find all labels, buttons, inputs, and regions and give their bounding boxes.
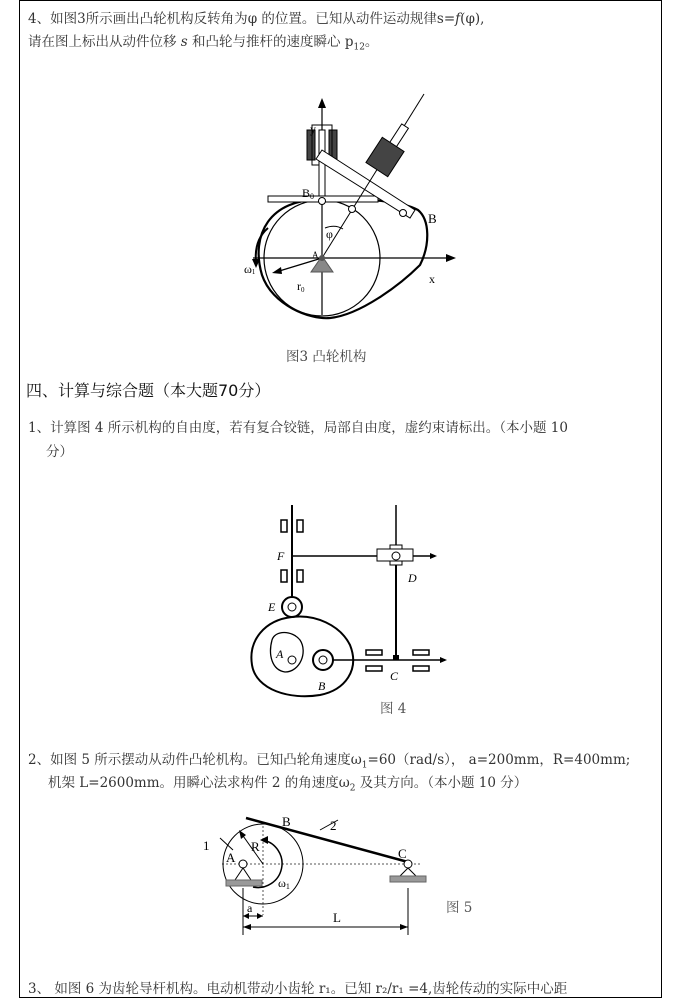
label-a: A: [226, 850, 236, 865]
p2-text: 机架 L=2600mm。用瞬心法求构件 2 的角速度ω: [48, 775, 350, 791]
figure-4-mechanism: [240, 500, 460, 700]
label-y: y: [310, 122, 316, 136]
q4-text: 4、如图3所示画出凸轮机构反转角为: [28, 11, 248, 27]
label-b: B: [318, 679, 326, 693]
figure-5-oscillating-follower: [190, 808, 490, 943]
omega2-subscript: 2: [349, 783, 356, 794]
p2-text: =60（rad/s）， a=200mm，R=400mm;: [367, 752, 631, 768]
q4-text: (φ),: [460, 11, 485, 27]
q4-text: 。: [364, 34, 379, 50]
p2-line2: [48, 771, 527, 794]
p1-line1: 1、计算图 4 所示机构的自由度，若有复合铰链，局部自由度，虚约束请标出。（本小题 10: [28, 420, 568, 436]
label-f: F: [277, 549, 285, 563]
p1-line2: 分）: [46, 444, 73, 460]
label-r: R: [251, 839, 260, 854]
q4-line1: [28, 7, 484, 27]
figure-3-cam-mechanism: [230, 85, 470, 320]
label-x: x: [429, 272, 435, 286]
q4-line2: [28, 30, 378, 53]
p3-line1: 3、 如图 6 为齿轮导杆机构。电动机带动小齿轮 r₁。已知 r₂/r₁ =4,齿轮传动的实际中心距: [28, 981, 568, 997]
q4-text: 和凸轮与推杆的速度瞬心 p: [187, 34, 354, 50]
label-a: A: [312, 250, 319, 260]
label-a: A: [276, 647, 284, 661]
p2-text: 及其方向。（本小题 10 分）: [355, 775, 528, 791]
label-b: B: [428, 211, 437, 226]
label-omega1: ω1: [244, 262, 256, 276]
label-omega1: ω1: [278, 876, 290, 891]
label-c: C: [390, 669, 399, 683]
p-subscript: 12: [353, 42, 365, 53]
label-c: C: [398, 846, 407, 861]
p2-line1: [28, 748, 630, 771]
label-phi: φ: [326, 227, 333, 241]
label-b: B: [282, 814, 291, 829]
label-2: 2: [330, 818, 337, 833]
section-heading: 四、计算与综合题（本大题70分）: [26, 381, 271, 400]
label-a-dim: a: [247, 901, 253, 915]
figure-3-caption: 图3 凸轮机构: [286, 349, 367, 365]
phi-symbol: φ: [247, 11, 258, 27]
q4-text: 的位置。已知从动件运动规律s=: [257, 11, 456, 27]
figure-4-caption: 图 4: [380, 701, 407, 717]
label-e: E: [268, 600, 276, 614]
label-l: L: [333, 910, 341, 925]
q4-text: 请在图上标出从动件位移: [28, 34, 177, 50]
omega1-subscript: 1: [361, 760, 368, 771]
p2-text: 2、如图 5 所示摆动从动件凸轮机构。已知凸轮角速度ω: [28, 752, 362, 768]
s-symbol: s: [180, 34, 188, 50]
label-r0: r0: [297, 279, 305, 294]
label-d: D: [408, 571, 417, 585]
func-symbol: f: [455, 11, 461, 27]
figure-5-caption: 图 5: [446, 900, 473, 916]
label-b0: B0: [302, 186, 315, 201]
label-1: 1: [203, 838, 210, 853]
